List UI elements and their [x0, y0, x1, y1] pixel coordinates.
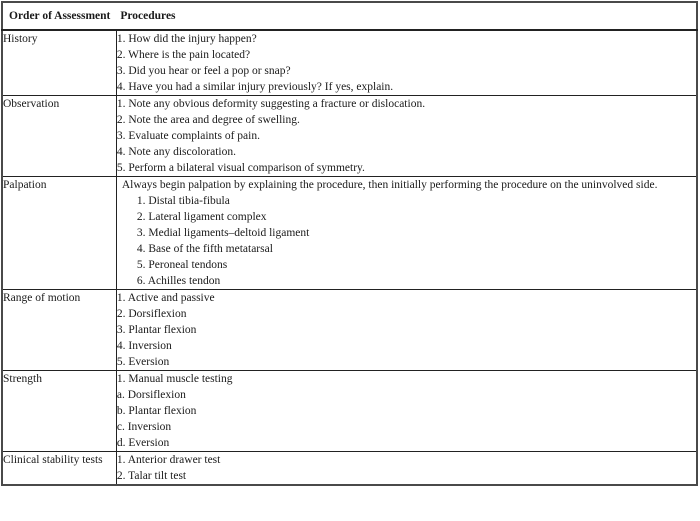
procedure-item: 4. Base of the fifth metatarsal [136, 243, 273, 255]
palpation-intro-text: Always begin palpation by explaining the procedure, then initially performing the procedure on the uninvolved side. [121, 179, 658, 191]
procedures-cell [116, 371, 697, 452]
procedure-item: 1. How did the injury happen? [116, 33, 257, 45]
procedures-cell [116, 290, 697, 371]
assessment-table [1, 1, 698, 486]
row-label: History [2, 30, 116, 96]
row-label: Clinical stability tests [2, 452, 116, 486]
procedure-subitem: b. Plantar flexion [116, 405, 197, 417]
procedure-item: 1. Anterior drawer test [116, 454, 221, 466]
table-row-range-of-motion [2, 290, 697, 371]
procedure-item: 1. Active and passive [116, 292, 215, 304]
procedure-item: 1. Distal tibia-fibula [136, 195, 230, 207]
table-row-history [2, 30, 697, 96]
row-label: Palpation [2, 177, 116, 290]
procedure-item: 3. Medial ligaments–deltoid ligament [136, 227, 310, 239]
procedure-item: 4. Have you had a similar injury previously? If yes, explain. [116, 81, 394, 93]
procedures-cell [116, 177, 697, 290]
procedure-item: 1. Note any obvious deformity suggesting a fracture or dislocation. [116, 98, 426, 110]
table-row-clinical-stability-tests [2, 452, 697, 486]
row-label: Range of motion [2, 290, 116, 371]
header-procedures: Procedures [116, 2, 697, 30]
table-row-strength [2, 371, 697, 452]
procedure-item: 5. Peroneal tendons [136, 259, 228, 271]
procedure-item: 1. Manual muscle testing [116, 373, 233, 385]
procedure-subitem: d. Eversion [116, 437, 170, 449]
procedures-cell [116, 452, 697, 486]
procedure-item: 4. Inversion [116, 340, 172, 352]
row-label: Observation [2, 96, 116, 177]
table-row-palpation [2, 177, 697, 290]
procedure-subitem: a. Dorsiflexion [116, 389, 186, 401]
header-order-of-assessment: Order of Assessment [2, 2, 116, 30]
procedure-item: 3. Did you hear or feel a pop or snap? [116, 65, 291, 77]
procedure-item: 2. Talar tilt test [116, 470, 187, 482]
procedure-item: 3. Plantar flexion [116, 324, 197, 336]
procedure-subitem: c. Inversion [116, 421, 172, 433]
procedure-item: 2. Lateral ligament complex [136, 211, 267, 223]
procedure-item: 6. Achilles tendon [136, 275, 221, 287]
procedures-cell [116, 96, 697, 177]
procedure-item: 5. Eversion [116, 356, 170, 368]
procedures-cell [116, 30, 697, 96]
procedure-item: 5. Perform a bilateral visual comparison of symmetry. [116, 162, 365, 174]
header-row [2, 2, 697, 30]
procedure-item: 2. Where is the pain located? [116, 49, 251, 61]
procedure-item: 2. Dorsiflexion [116, 308, 187, 320]
row-label: Strength [2, 371, 116, 452]
procedure-item: 3. Evaluate complaints of pain. [116, 130, 260, 142]
procedure-item: 2. Note the area and degree of swelling. [116, 114, 300, 126]
procedure-item: 4. Note any discoloration. [116, 146, 237, 158]
table-row-observation [2, 96, 697, 177]
